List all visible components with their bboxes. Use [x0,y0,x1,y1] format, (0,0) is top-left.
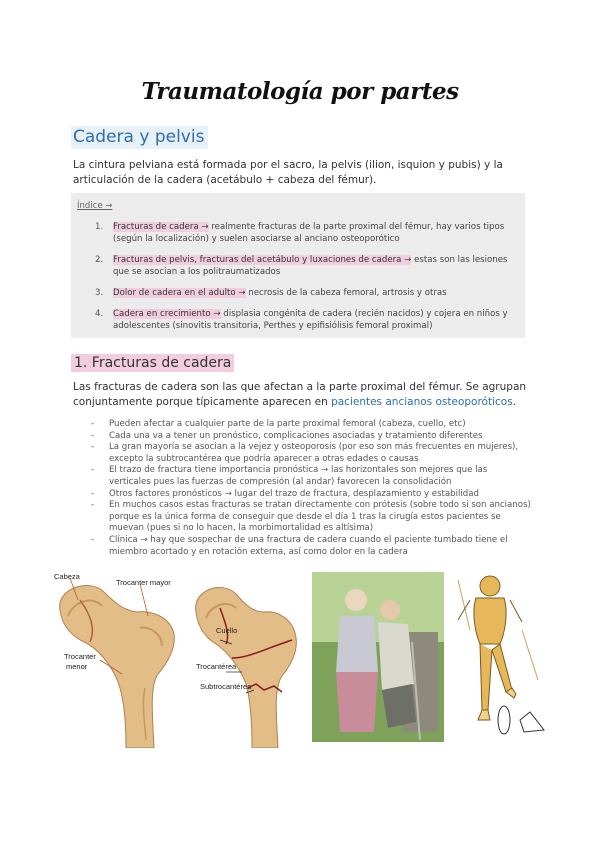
index-link[interactable]: Fracturas de cadera → [113,222,209,232]
section-heading-cadera-pelvis: Cadera y pelvis [71,126,208,149]
bullet-item: - Clínica → hay que sospechar de una fractura de cadera cuando el paciente tumbado tiene el miembro acortado y en rotación externa, así como dolor en la cadera [91,535,531,558]
elderly-fall-photo [312,572,444,742]
intro-paragraph: La cintura pelviana está formada por el sacro, la pelvis (ilion, isquion y pubis) y la articulación de la cadera (acetábulo + cabeza del fémur). [73,159,503,186]
index-item [95,308,515,332]
label-cuello: Cuello [216,626,238,635]
index-box [71,193,525,338]
bullet-item: - Pueden afectar a cualquier parte de la parte proximal femoral (cabeza, cuello, etc) [91,419,531,431]
label-cabeza: Cabeza [54,572,80,581]
index-link[interactable]: Cadera en crecimiento → [113,309,221,319]
index-list [95,221,515,341]
index-text: displasia congénita de cadera (recién nacidos) y cojera en niños y adolescentes (sinovitis transitoria, Perthes y epifisiólisis femoral proximal) [113,309,508,331]
para-link[interactable]: pacientes ancianos osteoporóticos [331,396,513,408]
femur-anatomy-image [50,570,190,748]
index-num: 4. [95,309,104,319]
index-num: 2. [95,255,104,265]
label-subtrocanterea: Subtrocantérea [200,682,252,691]
femur-fracture-types-image [192,578,310,748]
patient-illustration [452,570,548,742]
label-trocanterea: Trocantérea [196,662,237,671]
section-heading-fracturas-cadera: 1. Fracturas de cadera [71,354,234,372]
index-text: necrosis de la cabeza femoral, artrosis y otras [245,288,447,298]
bullet-item: - El trazo de fractura tiene importancia pronóstica → las horizontales son mejores que las verticales pues las fuerzas de compresión (al andar) favorecen la consolidación [91,465,531,488]
para-text: Las fracturas de cadera son las que afectan a la parte proximal del fémur. Se agrupan conjuntamente porque típicamente aparecen en [73,381,527,408]
index-item [95,254,515,278]
fracturas-bullet-list [91,419,531,558]
bullet-item: - Cada una va a tener un pronóstico, complicaciones asociadas y tratamiento diferentes [91,431,531,443]
index-item [95,221,515,245]
index-item [95,287,515,299]
bullet-item: - En muchos casos estas fracturas se tratan directamente con prótesis (sobre todo si son ancianos) porque es la única forma de conseguir que desde el día 1 tras la cirugía estos pacientes se muevan (pues si no lo hacen, la morbimortalidad es altísima) [91,500,531,535]
index-num: 3. [95,288,104,298]
para-text-end: . [512,396,517,408]
bullet-item: - Otros factores pronósticos → lugar del trazo de fractura, desplazamiento y estabilidad [91,489,531,501]
index-link[interactable]: Fracturas de pelvis, fracturas del acetábulo y luxaciones de cadera → [113,255,412,265]
label-trocanter-menor-2: menor [66,662,88,671]
index-text: realmente fracturas de la parte proximal del fémur, hay varios tipos (según la localización) y suelen asociarse al anciano osteoporótico [113,222,505,244]
index-title[interactable]: Índice → [77,201,113,211]
index-text: estas son las lesiones que se asocian a los politraumatizados [113,255,508,277]
document-title: Traumatología por partes [141,78,459,105]
patient-external-rotation-drawing [452,570,548,742]
index-link[interactable]: Dolor de cadera en el adulto → [113,288,246,298]
bullet-item: - La gran mayoría se asocian a la vejez y osteoporosis (por eso son más frecuentes en mujeres), excepto la subtrocantérea que podría aparecer a otras edades o causas [91,442,531,465]
fracturas-paragraph [73,380,533,410]
photo-illustration [312,572,444,742]
label-trocanter-mayor: Trocanter mayor [116,578,171,587]
index-num: 1. [95,222,104,232]
label-trocanter-menor-1: Trocanter [64,652,96,661]
